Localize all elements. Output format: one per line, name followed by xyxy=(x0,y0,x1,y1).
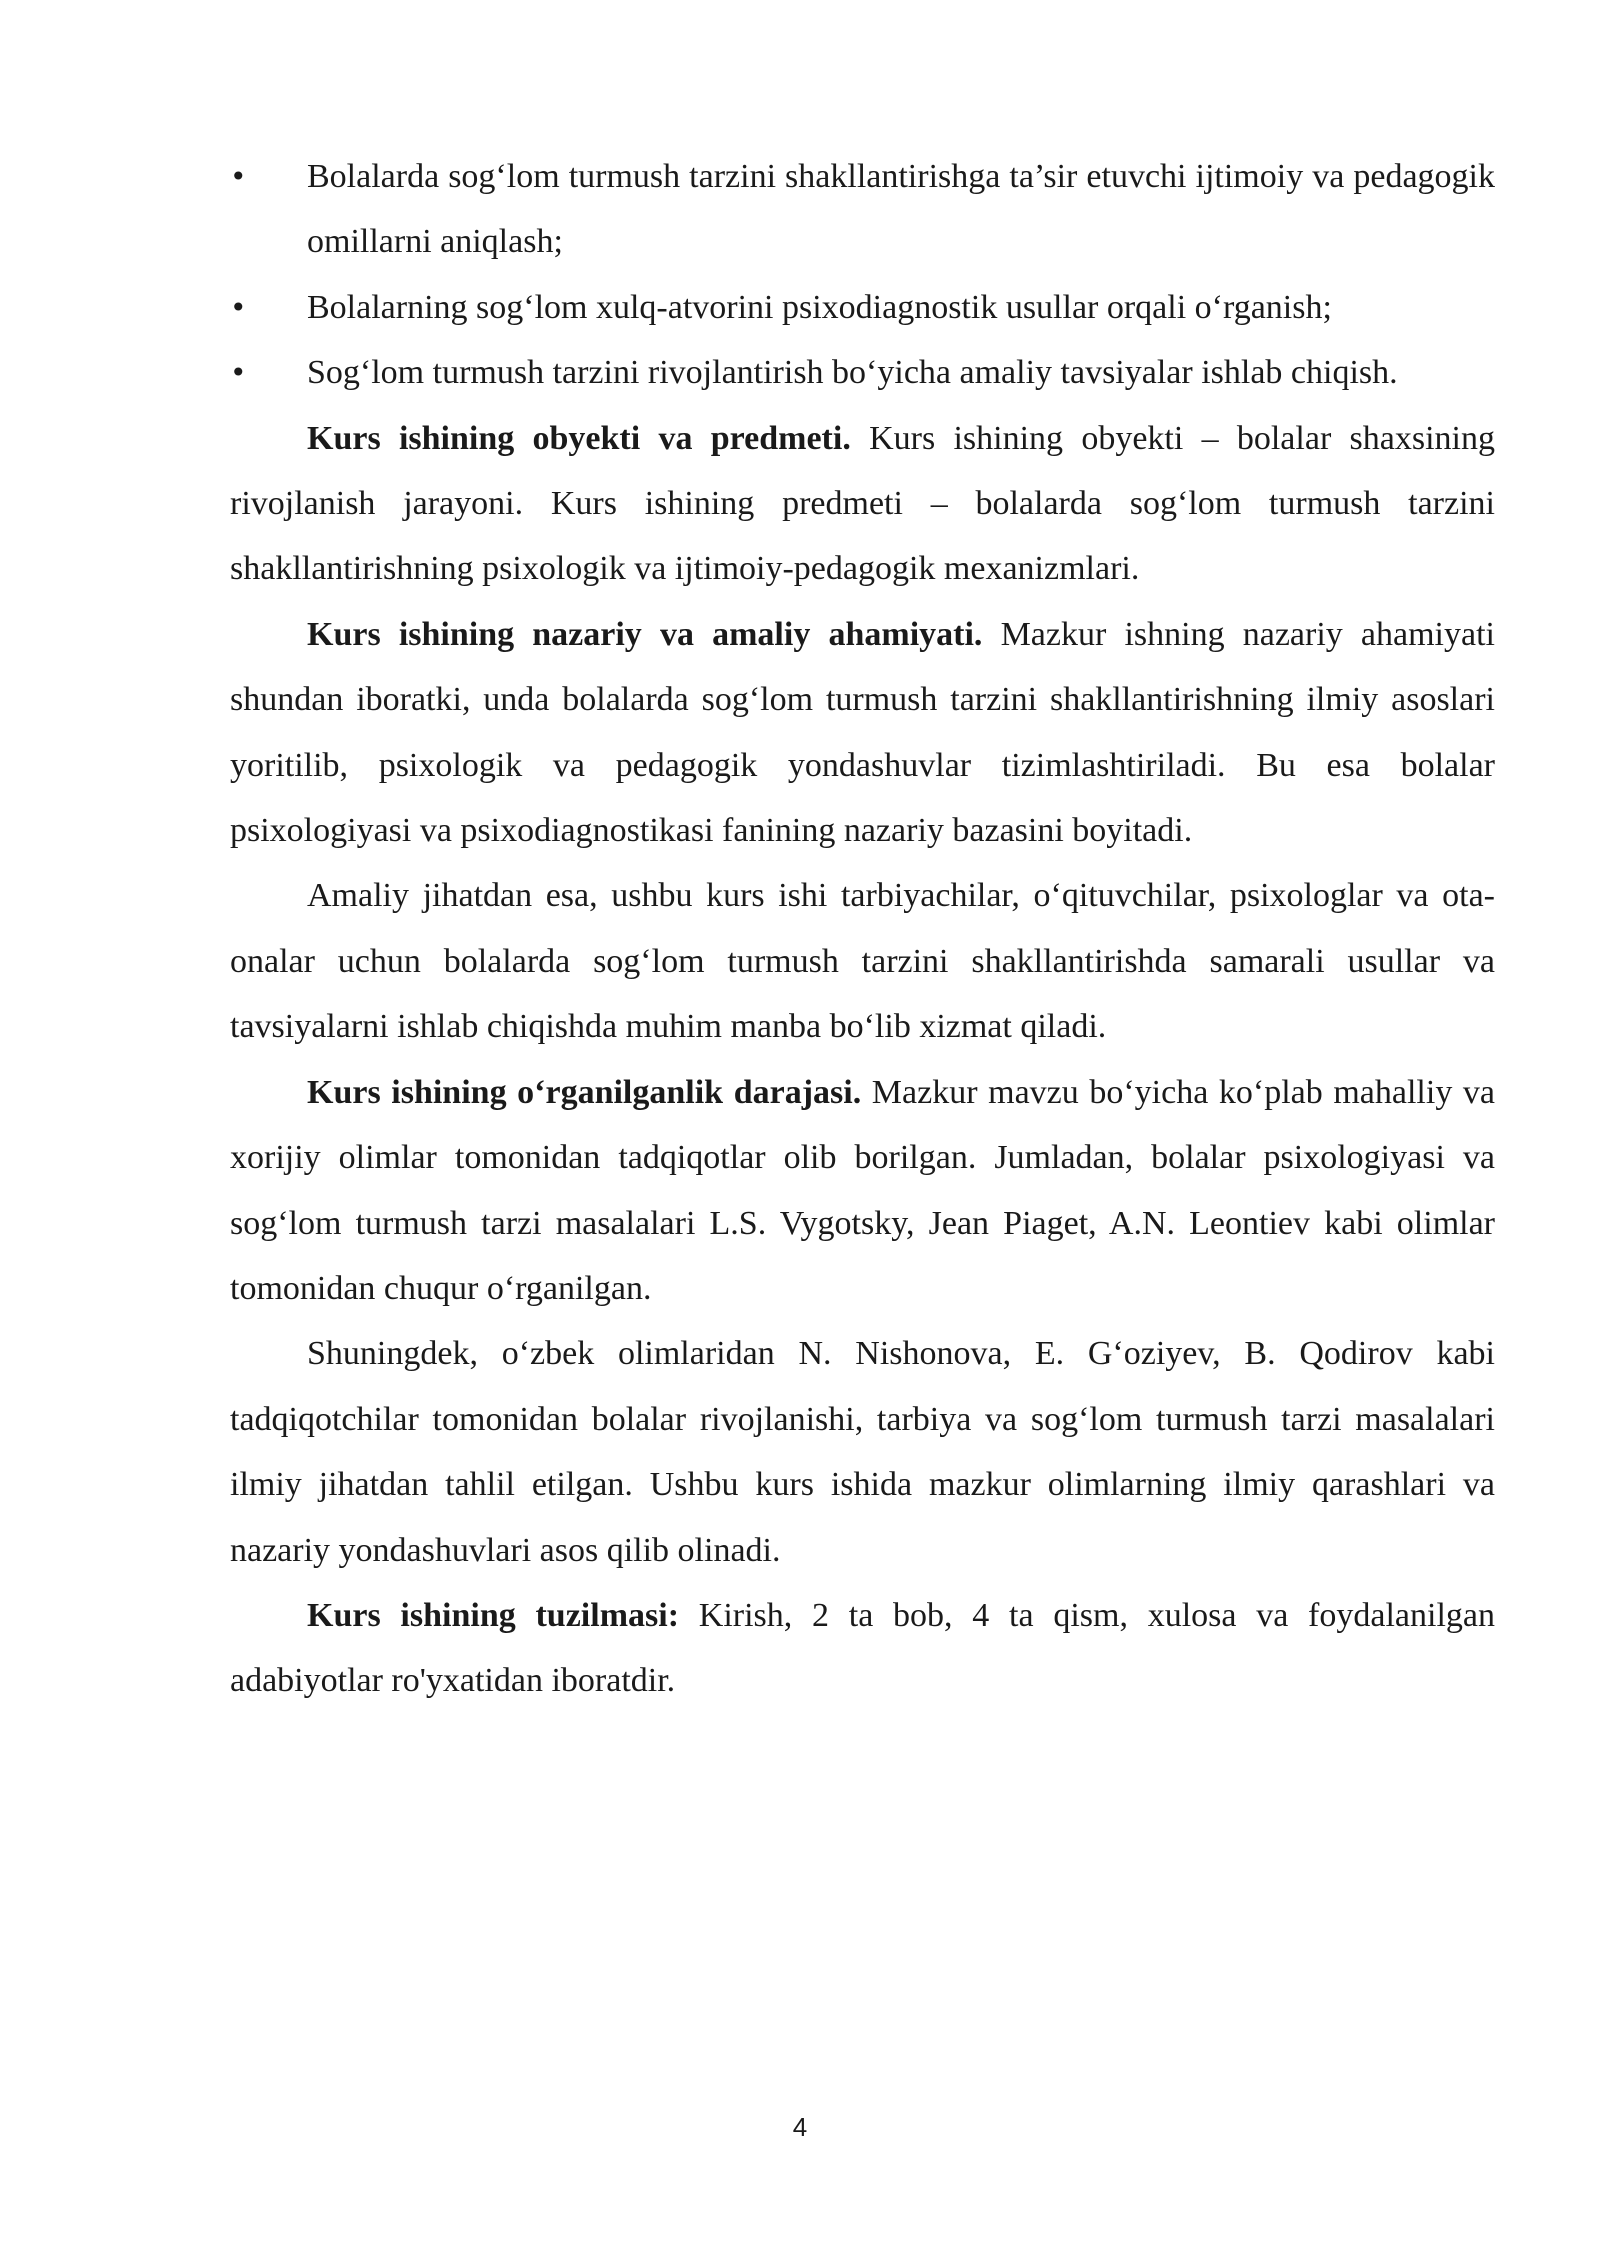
bullet-icon: • xyxy=(230,290,247,324)
paragraph-heading: Kurs ishining nazariy va amaliy ahamiyati. xyxy=(307,615,983,653)
paragraph-text: Mazkur ishning nazariy ahamiyati shundan iboratki, unda bolalarda sog‘lom turmush tarzini shakllantirishning ilmiy asoslari yoritilib, psixologik va pedagogik yondashuvlar tizimlashtiriladi. Bu esa bolalar psixologiyasi va psixodiagnostikasi fanining nazariy bazasini boyitadi. xyxy=(230,615,1495,850)
list-item-text: Bolalarda sog‘lom turmush tarzini shakllantirishga ta’sir etuvchi ijtimoiy va pedagogik omillarni aniqlash; xyxy=(307,158,1495,261)
goals-list xyxy=(230,144,1495,406)
list-item-text: Bolalarning sog‘lom xulq-atvorini psixodiagnostik usullar orqali o‘rganish; xyxy=(307,288,1332,326)
page-number: 4 xyxy=(792,2112,808,2142)
paragraph-text: Shuningdek, o‘zbek olimlaridan N. Nishonova, E. G‘oziyev, B. Qodirov kabi tadqiqotchilar tomonidan bolalar rivojlanishi, tarbiya va sog‘lom turmush tarzi masalalari ilmiy jihatdan tahlil etilgan. Ushbu kurs ishida mazkur olimlarning ilmiy qarashlari va nazariy yondashuvlari asos qilib olinadi. xyxy=(230,1335,1495,1569)
paragraph-object-subject xyxy=(230,406,1495,602)
paragraph-significance xyxy=(230,602,1495,864)
paragraph-uzbek-scholars xyxy=(230,1321,1495,1583)
bullet-icon: • xyxy=(230,160,247,193)
paragraph-study-level xyxy=(230,1060,1495,1322)
paragraph-structure xyxy=(230,1583,1495,1714)
paragraph-text: Kurs ishining obyekti – bolalar shaxsining rivojlanish jarayoni. Kurs ishining predmeti – bolalarda sog‘lom turmush tarzini shakllantirishning psixologik va ijtimoiy-pedagogik mexanizmlari. xyxy=(230,419,1495,588)
paragraph-practical xyxy=(230,863,1495,1059)
paragraph-text: Kirish, 2 ta bob, 4 ta qism, xulosa va foydalanilgan adabiyotlar ro'yxatidan iboratdir. xyxy=(230,1596,1495,1700)
paragraph-heading: Kurs ishining tuzilmasi: xyxy=(307,1596,680,1634)
list-item xyxy=(230,275,1495,340)
list-item xyxy=(230,144,1495,275)
page-body xyxy=(230,144,1495,1714)
bullet-icon: • xyxy=(230,356,247,390)
paragraph-text: Mazkur mavzu bo‘yicha ko‘plab mahalliy va xorijiy olimlar tomonidan tadqiqotlar olib borilgan. Jumladan, bolalar psixologiyasi va sog‘lom turmush tarzi masalalari L.S. Vygotsky, Jean Piaget, A.N. Leontiev kabi olimlar tomonidan chuqur o‘rganilgan. xyxy=(230,1073,1496,1307)
list-item xyxy=(230,340,1495,405)
paragraph-text: Amaliy jihatdan esa, ushbu kurs ishi tarbiyachilar, o‘qituvchilar, psixologlar va ota-onalar uchun bolalarda sog‘lom turmush tarzini shakllantirishda samarali usullar va tavsiyalarni ishlab chiqishda muhim manba bo‘lib xizmat qiladi. xyxy=(230,877,1495,1046)
list-item-text: Sog‘lom turmush tarzini rivojlantirish bo‘yicha amaliy tavsiyalar ishlab chiqish. xyxy=(307,354,1398,392)
paragraph-heading: Kurs ishining o‘rganilganlik darajasi. xyxy=(307,1073,862,1111)
paragraph-heading: Kurs ishining obyekti va predmeti. xyxy=(307,419,851,457)
